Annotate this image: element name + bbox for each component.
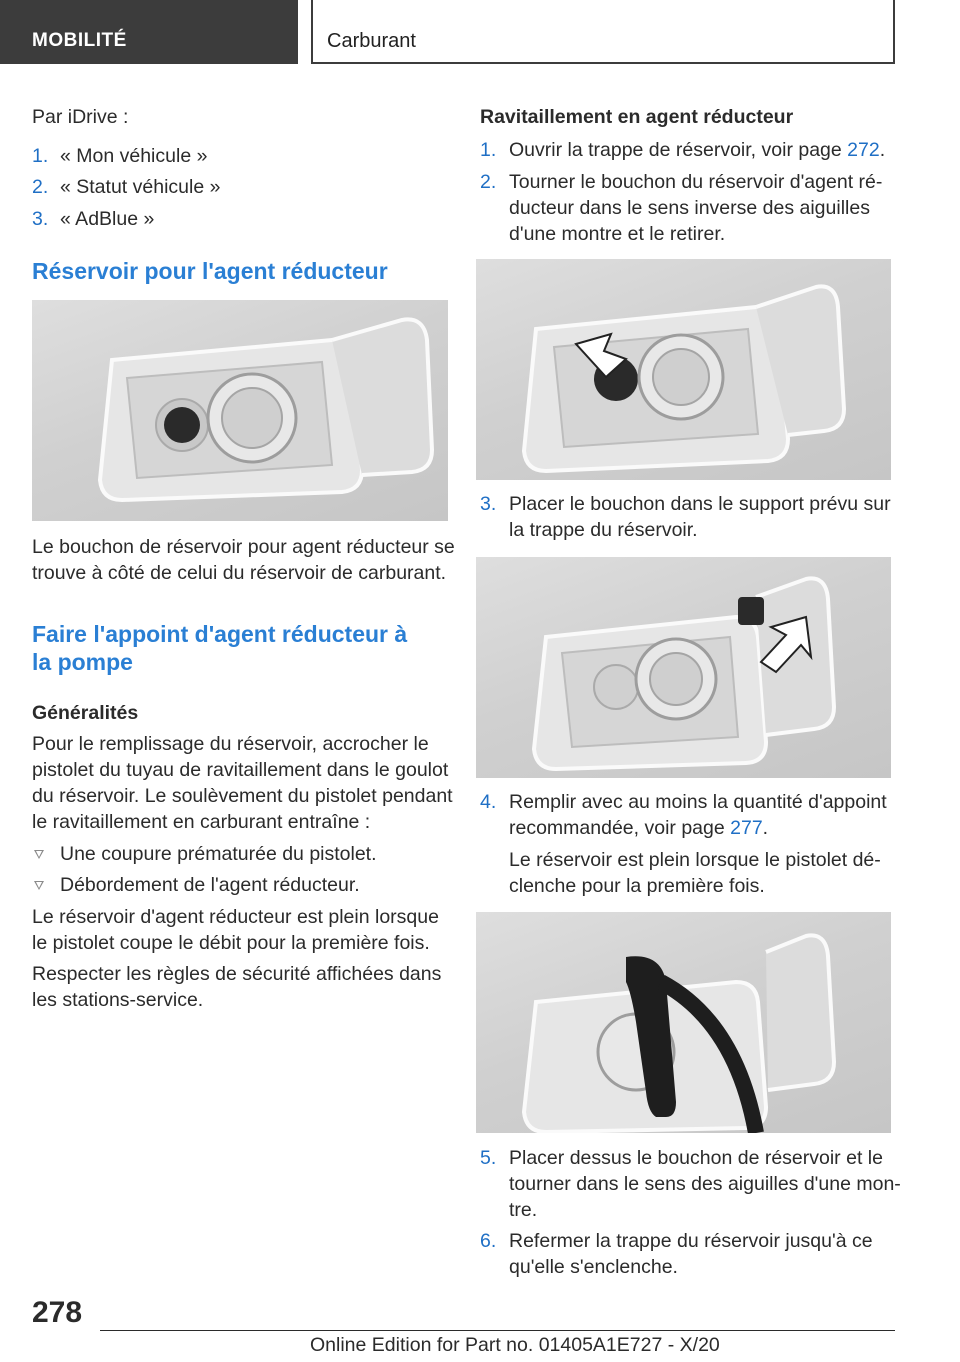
step-3-text: la trappe du réservoir.: [509, 519, 698, 541]
step-6-text: qu'elle s'enclenche.: [509, 1256, 678, 1278]
step-6-text: Refermer la trappe du réservoir jusqu'à ce: [509, 1230, 873, 1252]
plein-text: le pistolet coupe le débit pour la première fois.: [32, 932, 430, 954]
bullet-item: Débordement de l'agent réducteur.: [60, 874, 360, 896]
step-4-note: clenche pour la première fois.: [509, 875, 765, 897]
step-number: 6.: [480, 1230, 497, 1252]
step-number: 1.: [480, 139, 497, 161]
heading-faire-appoint: la pompe: [32, 649, 133, 675]
page-link-277[interactable]: 277: [730, 817, 763, 839]
footer-edition: Online Edition for Part no. 01405A1E727 - X/20: [310, 1334, 720, 1356]
generalites-text: pistolet du tuyau de ravitaillement dans le goulot: [32, 759, 449, 781]
cap-holder-illustration: [476, 557, 891, 778]
step-2-text: ducteur dans le sens inverse des aiguilles: [509, 197, 870, 219]
step-number: 2.: [32, 176, 49, 198]
idrive-step: « AdBlue »: [60, 208, 155, 230]
chapter-title: Carburant: [311, 0, 895, 64]
step-1-text: Ouvrir la trappe de réservoir, voir page 272.: [509, 139, 886, 161]
step-number: 3.: [480, 493, 497, 515]
plein-text: Le réservoir d'agent réducteur est plein lorsque: [32, 906, 439, 928]
generalites-text: du réservoir. Le soulèvement du pistolet pendant: [32, 785, 453, 807]
step-5-text: Placer dessus le bouchon de réservoir et le: [509, 1147, 883, 1169]
heading-reservoir: Réservoir pour l'agent réducteur: [32, 258, 388, 284]
unscrew-cap-illustration: [476, 259, 891, 480]
generalites-text: le ravitaillement en carburant entraîne :: [32, 811, 371, 833]
reservoir-text: trouve à côté de celui du réservoir de carburant.: [32, 562, 447, 584]
heading-generalites: Généralités: [32, 702, 139, 724]
step-2-text: Tourner le bouchon du réservoir d'agent ré-: [509, 171, 883, 193]
step-3-text: Placer le bouchon dans le support prévu sur: [509, 493, 891, 515]
idrive-intro: Par iDrive :: [32, 106, 129, 128]
bullet-item: Une coupure prématurée du pistolet.: [60, 843, 377, 865]
regles-text: Respecter les règles de sécurité affichées dans: [32, 963, 442, 985]
step-5-text: tre.: [509, 1199, 538, 1221]
generalites-text: Pour le remplissage du réservoir, accrocher le: [32, 733, 429, 755]
nozzle-illustration: [476, 912, 891, 1133]
section-tab: MOBILITÉ: [0, 0, 298, 64]
step-number: 2.: [480, 171, 497, 193]
bullet-triangle-icon: [34, 850, 44, 859]
step-5-text: tourner dans le sens des aiguilles d'une mon-: [509, 1173, 901, 1195]
step-4-text: Remplir avec au moins la quantité d'appoint: [509, 791, 887, 813]
step-2-text: d'une montre et le retirer.: [509, 223, 726, 245]
idrive-step: « Statut véhicule »: [60, 176, 221, 198]
step-number: 3.: [32, 208, 49, 230]
reservoir-illustration: [32, 300, 448, 521]
regles-text: les stations-service.: [32, 989, 204, 1011]
page-number: 278: [32, 1296, 83, 1329]
footer-divider: [100, 1330, 895, 1331]
reservoir-text: Le bouchon de réservoir pour agent réducteur se: [32, 536, 455, 558]
step-number: 5.: [480, 1147, 497, 1169]
page-link-272[interactable]: 272: [847, 139, 880, 161]
step-number: 4.: [480, 791, 497, 813]
step-4-text: recommandée, voir page 277.: [509, 817, 769, 839]
bullet-triangle-icon: [34, 881, 44, 890]
heading-faire-appoint: Faire l'appoint d'agent réducteur à: [32, 621, 408, 647]
step-4-note: Le réservoir est plein lorsque le pistolet dé-: [509, 849, 881, 871]
idrive-step: « Mon véhicule »: [60, 145, 208, 167]
step-number: 1.: [32, 145, 49, 167]
heading-ravitaillement: Ravitaillement en agent réducteur: [480, 106, 794, 128]
